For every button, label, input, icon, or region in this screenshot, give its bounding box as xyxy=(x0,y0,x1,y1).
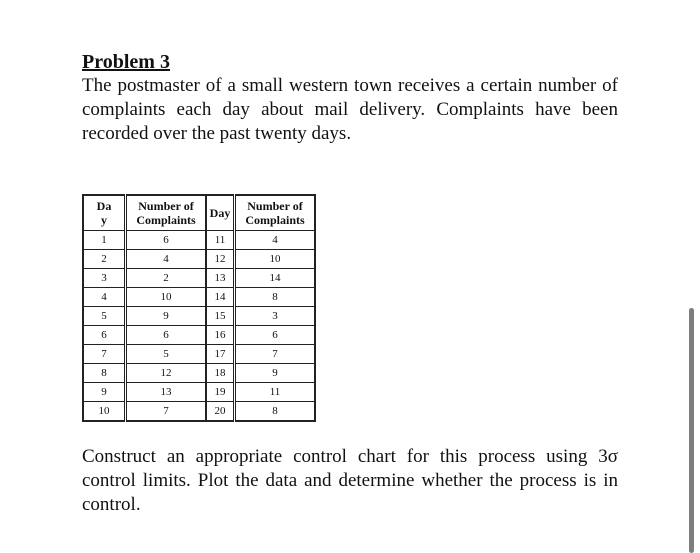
day-cell: 19 xyxy=(206,383,235,402)
header-complaints-right-line2: Complaints xyxy=(245,213,305,227)
day-cell: 14 xyxy=(206,288,235,307)
day-cell: 1 xyxy=(83,231,126,250)
header-day-left-line1: Da xyxy=(96,199,112,213)
day-cell: 13 xyxy=(206,269,235,288)
header-day-right: Day xyxy=(206,195,235,231)
day-cell: 6 xyxy=(83,326,126,345)
problem-heading: Problem 3 xyxy=(82,51,170,73)
complaints-cell: 4 xyxy=(235,231,316,250)
table-row xyxy=(83,288,315,307)
table-row xyxy=(83,250,315,269)
header-complaints-right-line1: Number of xyxy=(247,199,303,213)
day-cell: 16 xyxy=(206,326,235,345)
day-cell: 7 xyxy=(83,345,126,364)
complaints-cell: 6 xyxy=(126,231,207,250)
complaints-table xyxy=(82,194,316,422)
complaints-cell: 2 xyxy=(126,269,207,288)
table-row xyxy=(83,345,315,364)
day-cell: 17 xyxy=(206,345,235,364)
day-cell: 11 xyxy=(206,231,235,250)
table-row xyxy=(83,364,315,383)
complaints-cell: 3 xyxy=(235,307,316,326)
table-row xyxy=(83,231,315,250)
complaints-cell: 14 xyxy=(235,269,316,288)
table-row xyxy=(83,402,315,422)
header-complaints-left xyxy=(126,195,207,231)
day-cell: 9 xyxy=(83,383,126,402)
complaints-cell: 6 xyxy=(235,326,316,345)
table-row xyxy=(83,307,315,326)
table-row xyxy=(83,383,315,402)
complaints-cell: 5 xyxy=(126,345,207,364)
complaints-cell: 4 xyxy=(126,250,207,269)
complaints-cell: 10 xyxy=(235,250,316,269)
complaints-cell: 11 xyxy=(235,383,316,402)
day-cell: 8 xyxy=(83,364,126,383)
day-cell: 4 xyxy=(83,288,126,307)
day-cell: 20 xyxy=(206,402,235,422)
day-cell: 10 xyxy=(83,402,126,422)
complaints-cell: 12 xyxy=(126,364,207,383)
complaints-table-container xyxy=(82,194,316,422)
table-row xyxy=(83,269,315,288)
complaints-cell: 7 xyxy=(235,345,316,364)
complaints-cell: 9 xyxy=(235,364,316,383)
header-day-left xyxy=(83,195,126,231)
day-cell: 3 xyxy=(83,269,126,288)
header-complaints-right xyxy=(235,195,316,231)
table-row xyxy=(83,326,315,345)
complaints-cell: 6 xyxy=(126,326,207,345)
day-cell: 5 xyxy=(83,307,126,326)
problem-instructions-paragraph: Construct an appropriate control chart for this process using 3σ control limits. Plot the data and determine whether the process is in control. xyxy=(82,446,618,515)
complaints-cell: 10 xyxy=(126,288,207,307)
day-cell: 12 xyxy=(206,250,235,269)
day-cell: 2 xyxy=(83,250,126,269)
complaints-cell: 13 xyxy=(126,383,207,402)
header-day-left-line2: y xyxy=(101,213,107,227)
table-header-row xyxy=(83,195,315,231)
complaints-cell: 9 xyxy=(126,307,207,326)
problem-intro-paragraph: The postmaster of a small western town receives a certain number of complaints each day about mail delivery. Complaints have been recorded over the past twenty days. xyxy=(82,75,618,144)
day-cell: 15 xyxy=(206,307,235,326)
complaints-cell: 8 xyxy=(235,402,316,422)
complaints-cell: 7 xyxy=(126,402,207,422)
complaints-cell: 8 xyxy=(235,288,316,307)
day-cell: 18 xyxy=(206,364,235,383)
header-complaints-left-line2: Complaints xyxy=(136,213,196,227)
header-complaints-left-line1: Number of xyxy=(138,199,194,213)
vertical-scrollbar[interactable] xyxy=(689,308,694,553)
